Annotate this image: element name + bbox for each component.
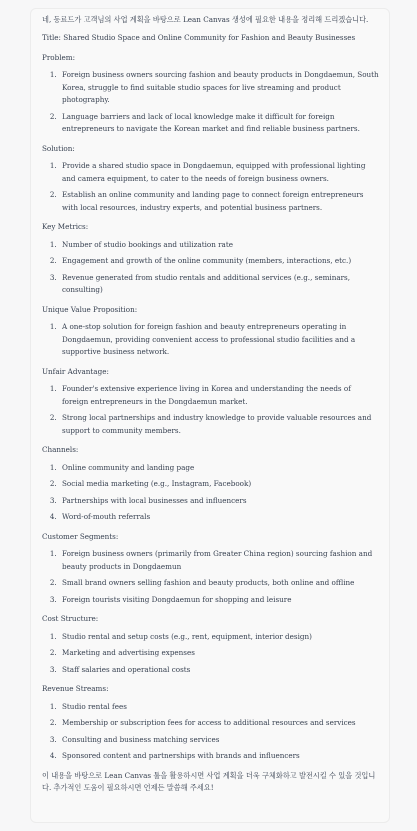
list-item: 2. Membership or subscription fees for access to additional resources and services [59,717,379,730]
list-item: 4. Sponsored content and partnerships with brands and influencers [59,750,379,763]
list-item: 3. Revenue generated from studio rentals and additional services (e.g., seminars, consulting) [59,272,379,297]
section-heading: Key Metrics: [42,222,89,231]
list-item: 2. Marketing and advertising expenses [59,647,379,660]
list-item: 3. Partnerships with local businesses and influencers [59,495,379,508]
list-item: 2. Social media marketing (e.g., Instagram, Facebook) [59,478,379,491]
list-item: 2. Language barriers and lack of local knowledge make it difficult for foreign entrepreneurs to navigate the Korean market and find reliable business partners. [59,111,379,136]
section-unique-value-proposition [42,304,379,359]
list-item: 1. Provide a shared studio space in Dongdaemun, equipped with professional lighting and camera equipment, to cater to the needs of foreign business owners. [59,160,379,185]
list-item: 1. Founder's extensive experience living in Korea and understanding the needs of foreign entrepreneurs in the Dongdaemun market. [59,383,379,408]
section-list [42,160,379,214]
section-unfair-advantage [42,366,379,438]
section-heading: Customer Segments: [42,531,119,541]
lean-canvas-sections [42,52,379,763]
section-heading: Unfair Advantage: [42,366,109,376]
section-list [42,548,379,606]
section-heading: Unique Value Proposition: [42,304,138,314]
list-item: 3. Staff salaries and operational costs [59,664,379,677]
section-solution [42,143,379,215]
list-item: 2. Engagement and growth of the online community (members, interactions, etc.) [59,255,379,268]
section-cost-structure [42,613,379,676]
lean-canvas-title: Title: Shared Studio Space and Online Community for Fashion and Beauty Businesses [42,33,356,42]
list-item: 1. Foreign business owners sourcing fashion and beauty products in Dongdaemun, South Korea, struggle to find suitable studio spaces for live streaming and product photography. [59,69,379,107]
list-item: 3. Foreign tourists visiting Dongdaemun for shopping and leisure [59,594,379,607]
chat-response-panel [30,8,390,823]
section-list [42,631,379,677]
section-list [42,701,379,763]
section-list [42,383,379,437]
section-revenue-streams [42,683,379,763]
list-item: 1. Number of studio bookings and utilization rate [59,239,379,252]
list-item: 1. Foreign business owners (primarily from Greater China region) sourcing fashion and beauty products in Dongdaemun [59,548,379,573]
list-item: 2. Establish an online community and landing page to connect foreign entrepreneurs with local resources, industry experts, and potential business partners. [59,189,379,214]
section-list [42,239,379,297]
list-item: 3. Consulting and business matching services [59,734,379,747]
list-item: 2. Small brand owners selling fashion and beauty products, both online and offline [59,577,379,590]
outro-text: 이 내용을 바탕으로 Lean Canvas 툴을 활용하시면 사업 계획을 더욱 구체화하고 발전시킬 수 있을 것입니다. 추가적인 도움이 필요하시면 언제든 말씀해 주세요! [42,770,376,792]
list-item: 1. Studio rental fees [59,701,379,714]
list-item: 2. Strong local partnerships and industry knowledge to provide valuable resources and support to community members. [59,412,379,437]
section-heading: Channels: [42,445,79,454]
list-item: 1. Online community and landing page [59,462,379,475]
section-heading: Cost Structure: [42,614,99,623]
list-item: 4. Word-of-mouth referrals [59,511,379,524]
section-list [42,462,379,524]
intro-text: 네, 동료드가 고객님의 사업 계획을 바탕으로 Lean Canvas 생성에 필요한 내용을 정리해 드리겠습니다. [42,15,369,24]
list-item: 1. Studio rental and setup costs (e.g., rent, equipment, interior design) [59,631,379,644]
section-list [42,321,379,359]
section-channels [42,444,379,524]
section-heading: Problem: [42,52,75,62]
section-heading: Revenue Streams: [42,684,109,693]
section-problem [42,52,379,136]
list-item: 1. A one-stop solution for foreign fashion and beauty entrepreneurs operating in Dongdaemun, providing convenient access to professional studio facilities and a supportive business network. [59,321,379,359]
section-list [42,69,379,136]
section-customer-segments [42,531,379,607]
section-key-metrics [42,221,379,297]
section-heading: Solution: [42,143,75,153]
